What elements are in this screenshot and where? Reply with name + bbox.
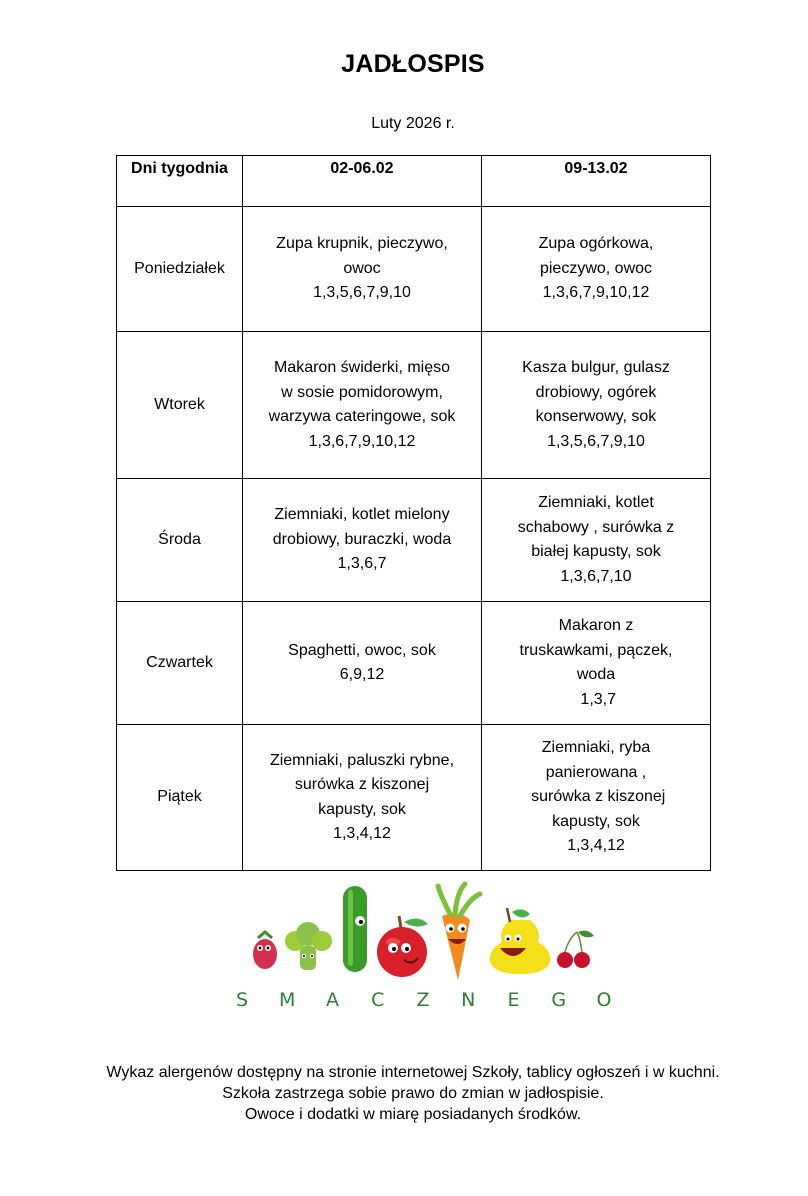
- meal-line: Kasza bulgur, gulasz: [522, 359, 670, 376]
- meal-line: 1,3,6,7: [337, 555, 387, 573]
- broccoli-icon: [285, 922, 332, 970]
- cucumber-icon: [343, 886, 367, 972]
- meal-line: drobiowy, buraczki, woda: [272, 530, 452, 548]
- meal-line: woda: [576, 666, 616, 683]
- meal-line: truskawkami, pączek,: [519, 641, 673, 659]
- meal-line: Ziemniaki, kotlet: [538, 494, 654, 511]
- table-row: [117, 332, 711, 479]
- meal-line: panierowana ,: [545, 763, 647, 781]
- meal-line: w sosie pomidorowym,: [281, 383, 443, 401]
- meal-line: 1,3,4,12: [567, 837, 625, 855]
- footer-allergens-note: Wykaz alergenów dostępny na stronie internetowej Szkoły, tablicy ogłoszeń i w kuchni.: [106, 1064, 720, 1081]
- week2-meal-cell: [482, 332, 711, 479]
- meal-line: 6,9,12: [339, 666, 385, 683]
- week1-meal-cell: [243, 725, 482, 871]
- footer-changes-note: Szkoła zastrzega sobie prawo do zmian w jadłospisie.: [222, 1085, 604, 1102]
- day-cell: Środa: [117, 479, 243, 602]
- month-label: Luty 2026 r.: [371, 115, 455, 132]
- meal-line: kapusty, sok: [552, 812, 640, 830]
- column-header-week1: 02-06.02: [243, 156, 482, 207]
- table-row: [117, 479, 711, 602]
- week1-meal-cell: [243, 207, 482, 332]
- meal-line: owoc: [343, 259, 381, 277]
- week1-meal-cell: [243, 479, 482, 602]
- meal-line: drobiowy, ogórek: [535, 383, 657, 401]
- logo-letter: M: [279, 989, 296, 1011]
- meal-line: 1,3,6,7,10: [560, 567, 632, 585]
- day-cell: Wtorek: [117, 332, 243, 479]
- smacznego-text: [236, 989, 612, 1011]
- meal-line: 1,3,4,12: [333, 825, 391, 842]
- week1-meal-cell: [243, 332, 482, 479]
- page-title: JADŁOSPIS: [341, 50, 485, 78]
- smacznego-logo: [180, 876, 630, 1041]
- meal-line: surówka z kiszonej: [526, 788, 666, 806]
- logo-letter: Z: [416, 989, 430, 1011]
- footer-notes: [0, 1062, 808, 1125]
- logo-letter: S: [235, 989, 249, 1011]
- logo-letter: N: [461, 989, 476, 1011]
- meal-line: 1,3,7: [575, 690, 617, 708]
- week2-meal-cell: [482, 725, 711, 871]
- meal-line: kapusty, sok: [318, 800, 406, 818]
- cherries-icon: [557, 931, 594, 968]
- meal-line: białej kapusty, sok: [531, 543, 661, 560]
- column-header-days: Dni tygodnia: [117, 156, 243, 207]
- week1-meal-cell: [243, 602, 482, 725]
- meal-line: 1,3,5,6,7,9,10: [313, 284, 411, 302]
- table-row: [117, 725, 711, 871]
- meal-line: 1,3,6,7,9,10,12: [308, 432, 416, 450]
- logo-letter: C: [371, 989, 385, 1011]
- meal-line: surówka z kiszonej: [294, 776, 430, 793]
- week2-meal-cell: [482, 602, 711, 725]
- vegetables-illustration: [180, 876, 630, 1041]
- column-header-week2: 09-13.02: [482, 156, 711, 207]
- logo-letter: G: [551, 989, 567, 1011]
- table-row: [117, 602, 711, 725]
- meal-line: Zupa krupnik, pieczywo,: [276, 235, 448, 253]
- meal-line: schabowy , surówka z: [517, 518, 675, 536]
- meal-line: pieczywo, owoc: [539, 259, 653, 277]
- meal-line: Ziemniaki, kotlet mielony: [274, 506, 450, 524]
- week2-meal-cell: [482, 479, 711, 602]
- day-cell: Piątek: [117, 725, 243, 871]
- table-row: [117, 207, 711, 332]
- meal-line: warzywa cateringowe, sok: [268, 408, 456, 425]
- logo-letter: A: [326, 989, 339, 1011]
- pear-icon: [490, 908, 551, 974]
- day-cell: Poniedziałek: [117, 207, 243, 332]
- footer-fruits-note: Owoce i dodatki w miarę posiadanych środków.: [244, 1106, 582, 1123]
- day-cell: Czwartek: [117, 602, 243, 725]
- logo-letter: E: [507, 989, 520, 1011]
- meal-line: konserwowy, sok: [535, 408, 657, 425]
- meal-line: Makaron z: [558, 617, 634, 634]
- meal-line: 1,3,6,7,9,10,12: [542, 284, 650, 302]
- menu-table: [116, 155, 711, 871]
- meal-line: Ziemniaki, paluszki rybne,: [269, 751, 455, 769]
- meal-line: Makaron świderki, mięso: [273, 359, 451, 376]
- raspberry-icon: [253, 932, 277, 969]
- carrot-icon: [438, 884, 480, 980]
- week2-meal-cell: [482, 207, 711, 332]
- meal-line: 1,3,5,6,7,9,10: [547, 432, 645, 450]
- meal-line: Zupa ogórkowa,: [538, 235, 654, 253]
- logo-letter: O: [596, 989, 612, 1011]
- apple-icon: [377, 916, 428, 977]
- meal-line: Spaghetti, owoc, sok: [288, 641, 436, 659]
- meal-line: Ziemniaki, ryba: [541, 739, 651, 757]
- table-header-row: [117, 156, 711, 207]
